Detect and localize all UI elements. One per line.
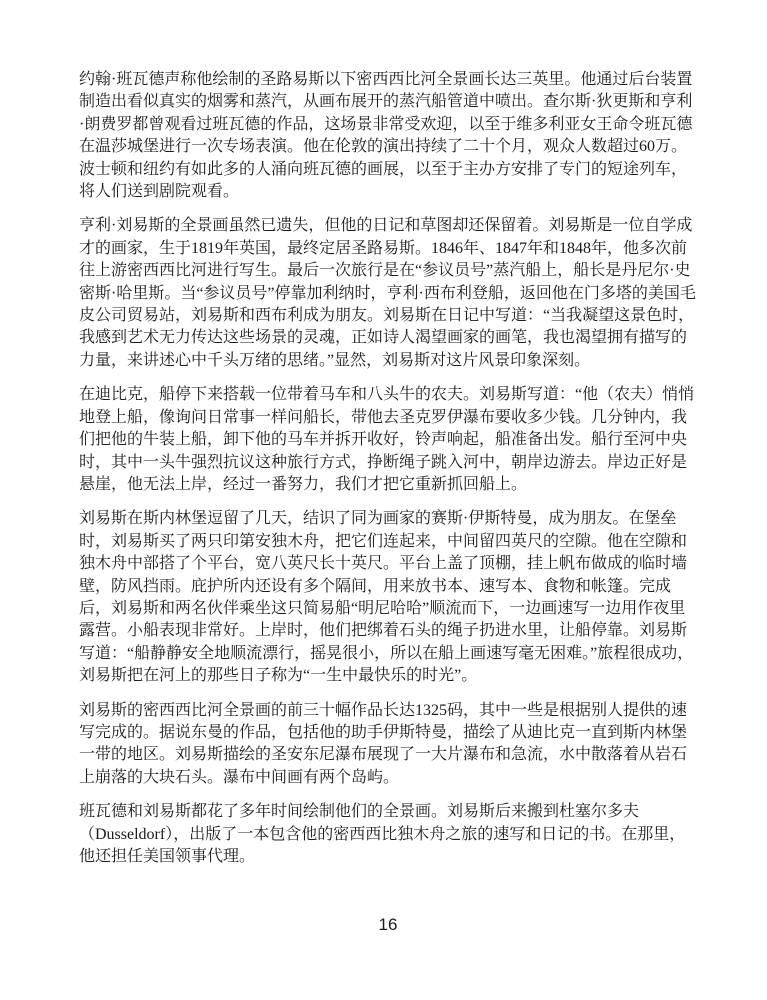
- paragraph: 刘易斯的密西西比河全景画的前三十幅作品长达1325码，其中一些是根据别人提供的速写完成的。据说东曼的作品，包括他的助手伊斯特曼，描绘了从迪比克一直到斯内林堡一带的地区。刘易斯描绘的圣安东尼瀑布展现了一大片瀑布和急流，水中散落着从岩石上崩落的大块石头。瀑布中间画有两个岛屿。: [79, 701, 688, 786]
- paragraph: 在迪比克，船停下来搭载一位带着马车和八头牛的农夫。刘易斯写道：“他（农夫）悄悄地登上船，像询问日常事一样问船长，带他去圣克罗伊瀑布要收多少钱。几分钟内，我们把他的牛装上船，卸下他的马车并拆开收好，铃声响起，船准备出发。船行至河中央时，其中一头牛强烈抗议这种旅行方式，挣断绳子跳入河中，朝岸边游去。岸边正好是悬崖，他无法上岸，经过一番努力，我们才把它重新抓回船上。: [79, 386, 695, 493]
- paragraph: 约翰·班瓦德声称他绘制的圣路易斯以下密西西比河全景画长达三英里。他通过后台装置制造出看似真实的烟雾和蒸汽，从画布展开的蒸汽船管道中喷出。查尔斯·狄更斯和亨利·朗费罗都曾观看过班瓦德的作品，这场景非常受欢迎，以至于维多利亚女王命令班瓦德在温莎城堡进行一次专场表演。他在伦敦的演出持续了二十个月，观众人数超过60万。波士顿和纽约有如此多的人涌向班瓦德的画展，以至于主办方安排了专门的短途列车，将人们送到剧院观看。: [79, 71, 693, 201]
- paragraph: 刘易斯在斯内林堡逗留了几天，结识了同为画家的赛斯·伊斯特曼，成为朋友。在堡垒时，刘易斯买了两只印第安独木舟，把它们连起来，中间留四英尺的空隙。他在空隙和独木舟中部搭了个平台，宽八英尺长十英尺。平台上盖了顶棚，挂上帆布做成的临时墙壁，防风挡雨。庇护所内还设有多个隔间，用来放书本、速写本、食物和帐篷。完成后，刘易斯和两名伙伴乘坐这只简易船“明尼哈哈”顺流而下，一边画速写一边用作夜里露营。小船表现非常好。上岸时，他们把绑着石头的绳子扔进水里，让船停靠。刘易斯写道：“船静静安全地顺流漂行，摇晃很小，所以在船上画速写毫无困难。”旅程很成功，刘易斯把在河上的那些日子称为“一生中最快乐的时光”。: [79, 510, 694, 685]
- page-number: 16: [378, 915, 398, 935]
- paragraph: 亨利·刘易斯的全景画虽然已遗失，但他的日记和草图却还保留着。刘易斯是一位自学成才的画家，生于1819年英国，最终定居圣路易斯。1846年、1847年和1848年，他多次前往上游密西西比河进行写生。最后一次旅行是在“参议员号”蒸汽船上，船长是丹尼尔·史密斯·哈里斯。当“参议员号”停靠加利纳时，亨利·西布利登船，返回他在门多塔的美国毛皮公司贸易站，刘易斯和西布利成为朋友。刘易斯在日记中写道：“当我凝望这景色时，我感到艺术无力传达这些场景的灵魂，正如诗人渴望画家的画笔，我也渴望拥有描写的力量，来讲述心中千头万绪的思绪。”显然，刘易斯对这片风景印象深刻。: [79, 217, 696, 369]
- document-body: [79, 69, 697, 868]
- paragraph: 班瓦德和刘易斯都花了多年时间绘制他们的全景画。刘易斯后来搬到杜塞尔多夫（Dusseldorf），出版了一本包含他的密西西比独木舟之旅的速写和日记的书。在那里，他还担任美国领事代理。: [79, 803, 686, 865]
